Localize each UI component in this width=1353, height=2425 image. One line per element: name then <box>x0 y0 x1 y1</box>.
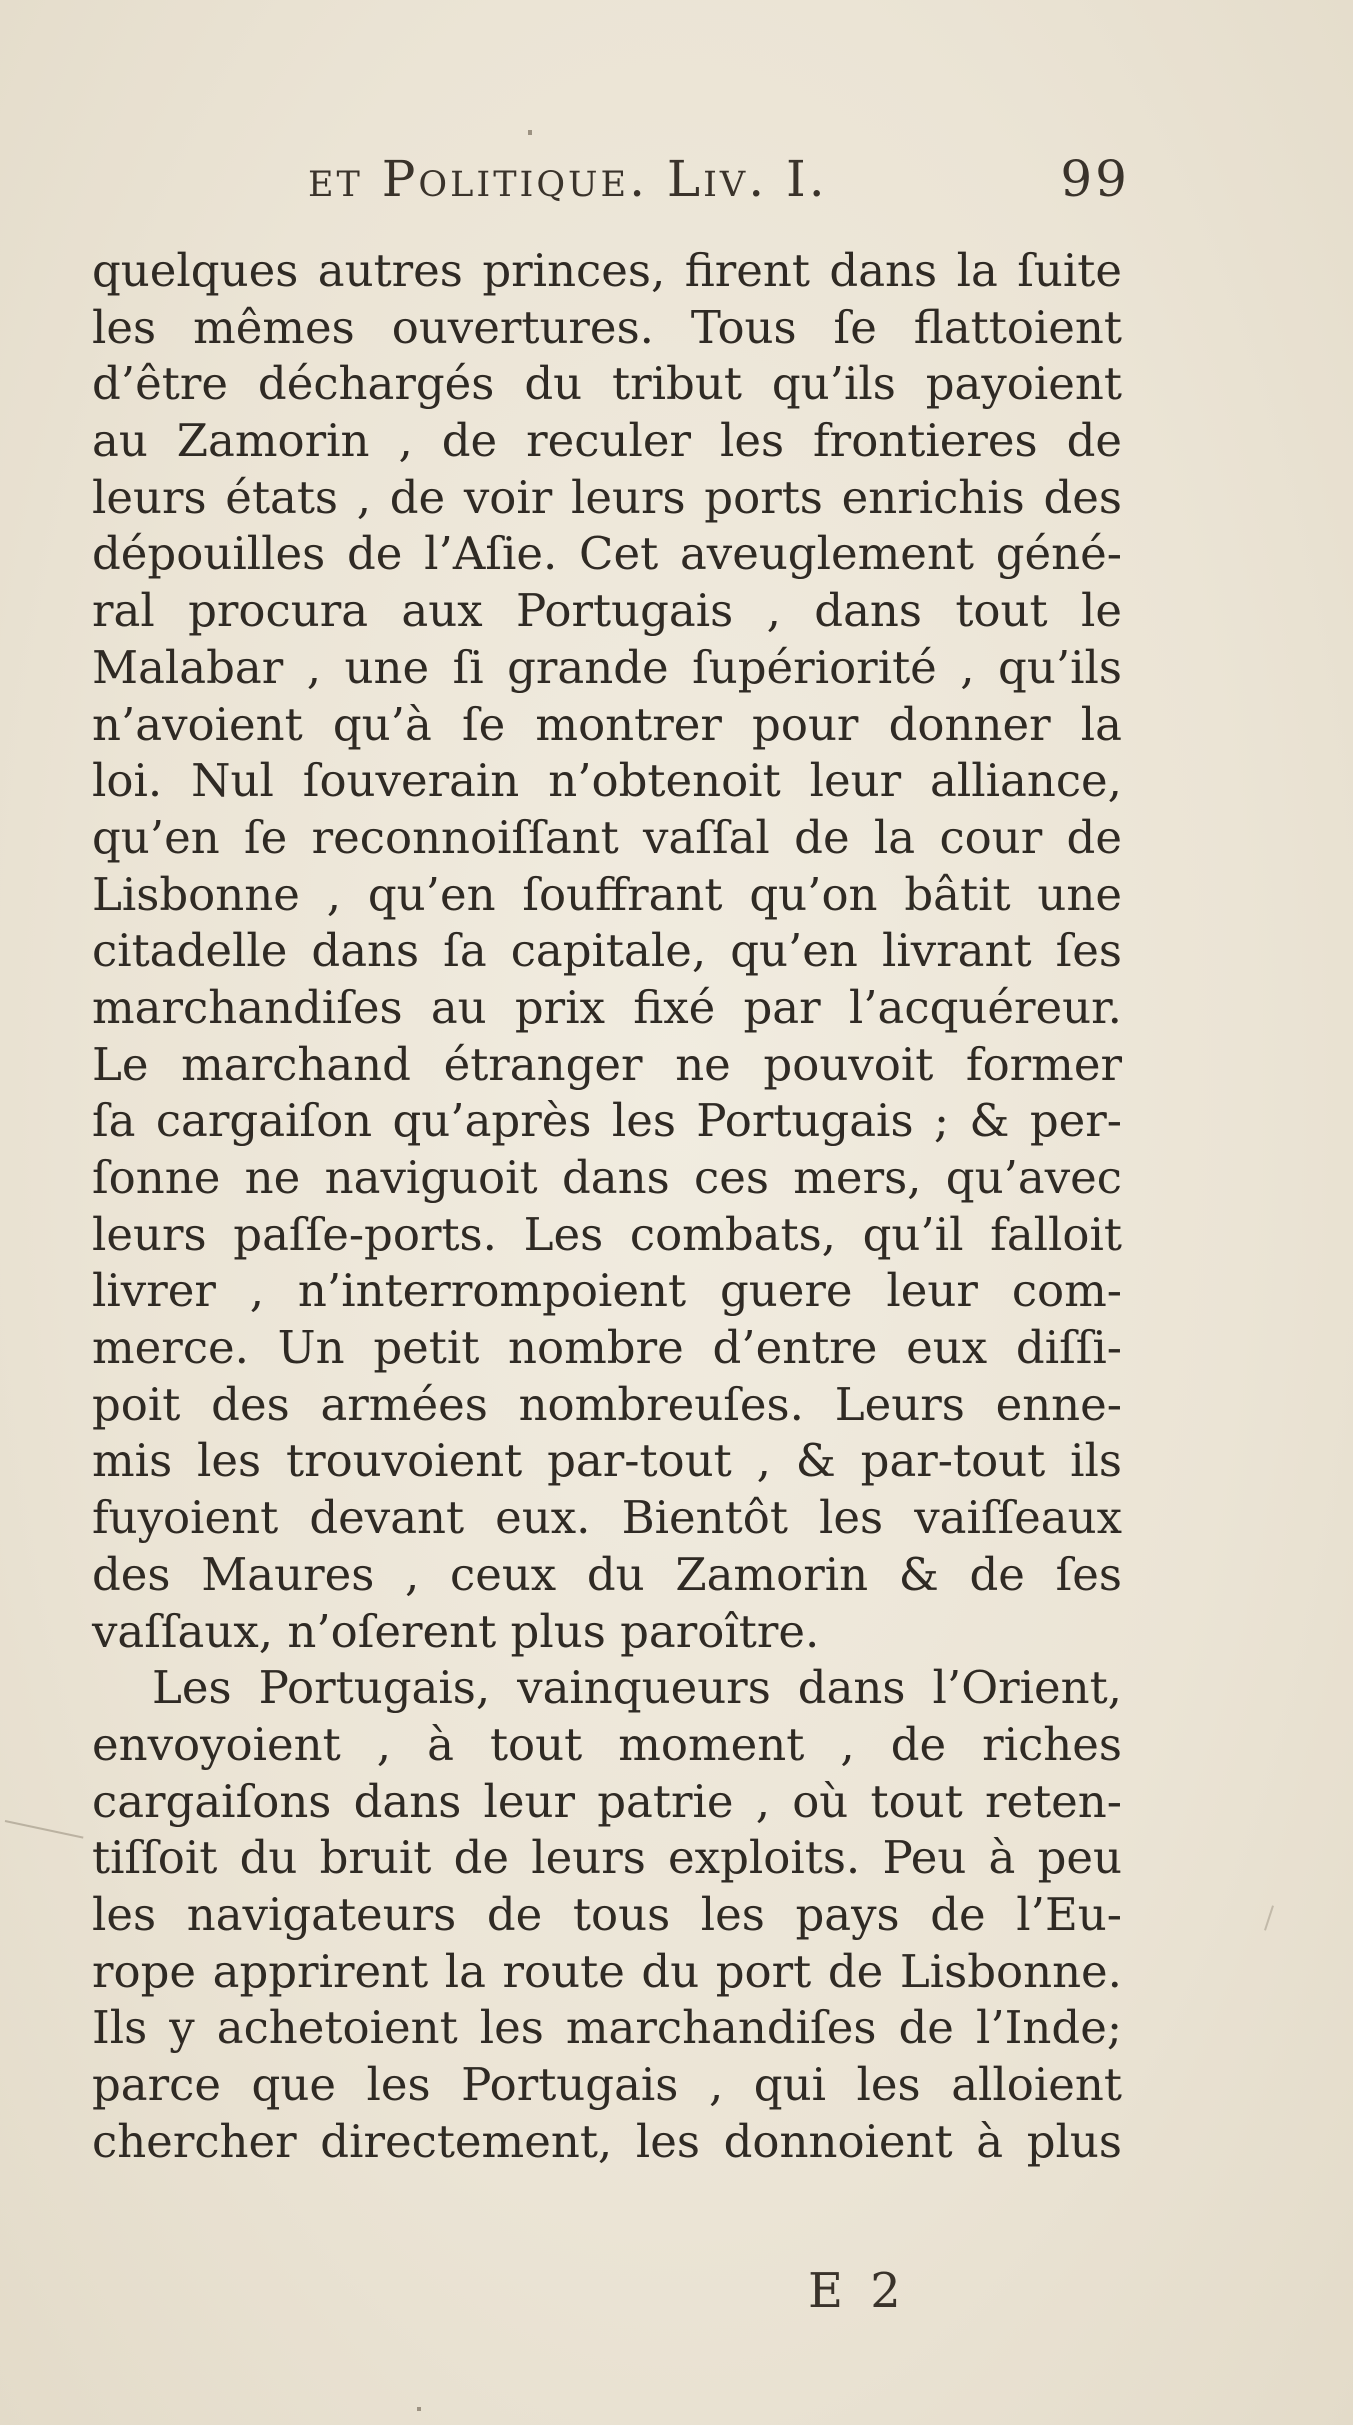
text-line: Malabar , une ſi grande ſupériorité , qu’ils <box>92 640 1122 694</box>
text-line: leurs états , de voir leurs ports enrichis des <box>92 470 1122 524</box>
text-line: merce. Un petit nombre d’entre eux diſſi- <box>92 1321 1122 1375</box>
paragraph-start-line: Les Portugais, vainqueurs dans l’Orient, <box>152 1661 1122 1715</box>
text-line: au Zamorin , de reculer les frontieres de <box>92 414 1122 468</box>
text-line: loi. Nul ſouverain n’obtenoit leur alliance, <box>92 754 1122 808</box>
text-line: rope apprirent la route du port de Lisbonne. <box>92 1944 1122 1998</box>
text-line: les navigateurs de tous les pays de l’Eu- <box>92 1887 1122 1941</box>
text-line: citadelle dans ſa capitale, qu’en livrant ſes <box>92 924 1122 978</box>
margin-scratch <box>1264 1905 1274 1930</box>
margin-scratch <box>5 1820 84 1839</box>
text-line: quelques autres princes, firent dans la ſuite <box>92 244 1122 297</box>
ink-speck <box>417 2407 421 2411</box>
text-line: n’avoient qu’à ſe montrer pour donner la <box>92 697 1122 751</box>
text-line: livrer , n’interrompoient guere leur com- <box>92 1264 1122 1318</box>
text-line: envoyoient , à tout moment , de riches <box>92 1717 1122 1771</box>
paragraph-end-line: vaſſaux, n’oſerent plus paroître. <box>92 1604 820 1658</box>
text-line: les mêmes ouvertures. Tous ſe flattoient <box>92 300 1122 354</box>
text-line: ral procura aux Portugais , dans tout le <box>92 584 1122 638</box>
text-line: qu’en ſe reconnoiſſant vaſſal de la cour de <box>92 810 1122 864</box>
running-head-title: et Politique. Liv. I. <box>308 150 828 208</box>
text-line: ſonne ne naviguoit dans ces mers, qu’avec <box>92 1151 1122 1204</box>
running-head <box>290 150 1130 230</box>
text-line: mis les trouvoient par-tout , & par-tout ils <box>92 1434 1122 1488</box>
text-line: tiſſoit du bruit de leurs exploits. Peu à peu <box>92 1831 1122 1885</box>
page-number: 99 <box>1060 150 1130 208</box>
text-line: des Maures , ceux du Zamorin & de ſes <box>92 1547 1122 1601</box>
text-line: Lisbonne , qu’en ſouffrant qu’on bâtit une <box>92 867 1122 921</box>
text-line: parce que les Portugais , qui les alloient <box>92 2058 1122 2111</box>
text-line: marchandiſes au prix fixé par l’acquéreur. <box>92 980 1122 1034</box>
text-line: d’être déchargés du tribut qu’ils payoient <box>92 357 1122 411</box>
text-line: ſa cargaiſon qu’après les Portugais ; & per- <box>92 1094 1122 1148</box>
text-line: Le marchand étranger ne pouvoit former <box>92 1037 1122 1091</box>
text-line: leurs paſſe-ports. Les combats, qu’il falloit <box>92 1207 1122 1261</box>
text-line: poit des armées nombreuſes. Leurs enne- <box>92 1377 1122 1431</box>
text-line: chercher directement, les donnoient à plus <box>92 2114 1122 2168</box>
text-line: dépouilles de l’Aſie. Cet aveuglement géné- <box>92 527 1122 581</box>
ink-speck <box>528 130 532 135</box>
body-text <box>92 243 1122 2170</box>
signature-mark: E 2 <box>808 2263 907 2319</box>
text-line: cargaiſons dans leur patrie , où tout reten- <box>92 1774 1122 1828</box>
text-line: Ils y achetoient les marchandiſes de l’Inde; <box>92 2001 1122 2055</box>
text-line: fuyoient devant eux. Bientôt les vaiſſeaux <box>92 1491 1122 1545</box>
